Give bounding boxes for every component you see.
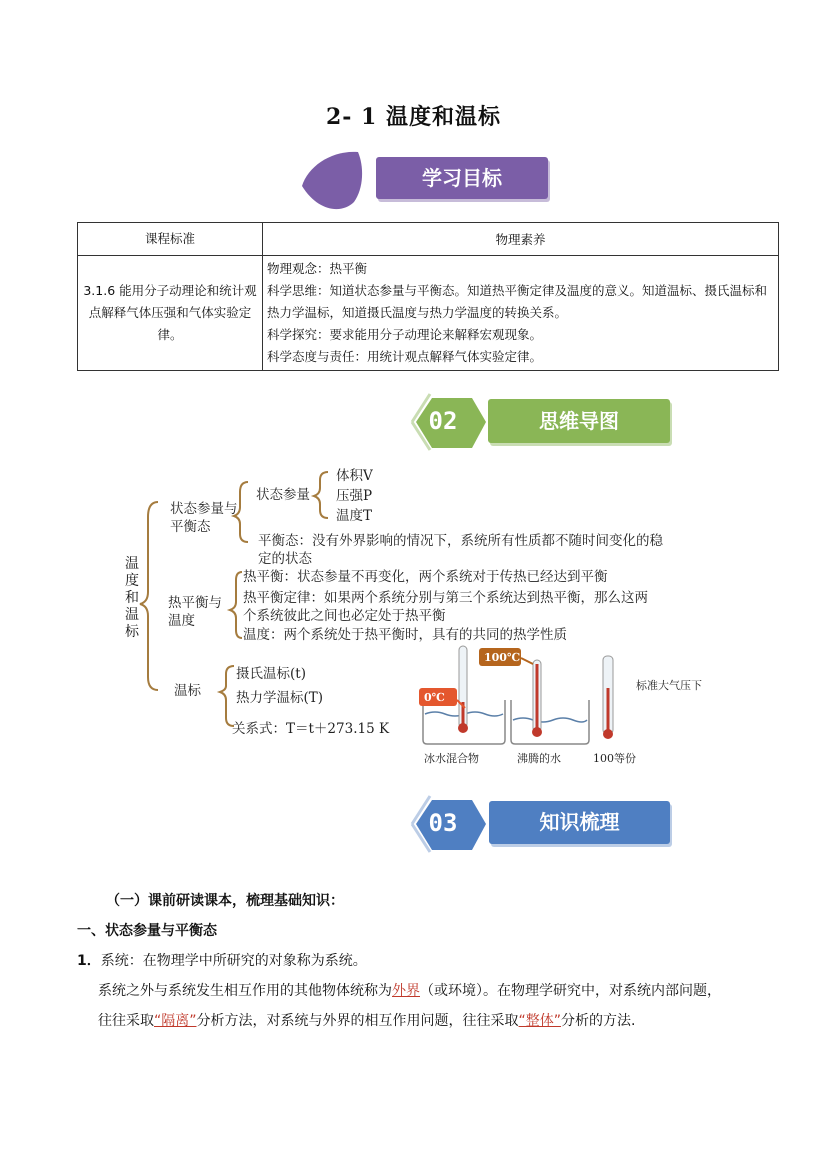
mindmap-banner: 思维导图 — [488, 399, 670, 443]
mindmap-thermal-item: 热平衡：状态参量不再变化，两个系统对于传热已经达到平衡 — [243, 569, 608, 585]
paragraph-2 — [98, 976, 721, 1006]
thermometer-figure — [415, 640, 655, 750]
literacy-line: 科学探究：要求能用分子动理论来解释宏观现象。 — [267, 327, 543, 342]
knowledge-banner: 知识梳理 — [489, 801, 670, 844]
goals-banner: 学习目标 — [376, 157, 548, 199]
text-run: 分析方法，对系统与外界的相互作用问题，往往采取 — [196, 1013, 519, 1029]
item-text: 系统：在物理学中所研究的对象称为系统。 — [100, 953, 367, 969]
table-header-literacy: 物理素养 — [263, 223, 779, 256]
highlight-isolation: “隔离” — [154, 1013, 197, 1029]
mindmap-root: 温度和温标 — [125, 556, 139, 640]
page-title: 2- 1 温度和温标 — [325, 104, 502, 130]
ice-water-label: 冰水混合物 — [424, 752, 479, 765]
text-run: 系统之外与系统发生相互作用的其他物体统称为 — [98, 983, 392, 999]
standard-cell: 3.1.6 能用分子动理论和统计观点解释气体压强和气体实验定律。 — [78, 256, 263, 371]
mindmap-state-balance: 状态参量与平衡态 — [170, 501, 238, 535]
mindmap-equilibrium: 平衡态：没有外界影响的情况下，系统所有性质都不随时间变化的稳 — [258, 533, 663, 549]
knowledge-number: 03 — [428, 809, 458, 837]
hundred-degree-label: 100℃ — [484, 651, 521, 664]
section-intro: （一）课前研读课本，梳理基础知识： — [106, 893, 344, 909]
text-run: 往往采取 — [98, 1013, 154, 1029]
table-row — [78, 256, 779, 371]
highlight-whole: “整体” — [518, 1013, 562, 1029]
literacy-line: 科学思维：知道状态参量与平衡态。知道热平衡定律及温度的意义。知道温标、摄氏温标和热力学温标，知道摄氏温度与热力学温度的转换关系。 — [267, 283, 768, 320]
mindmap-param: 体积V — [336, 468, 373, 484]
text-run: （或环境）。在物理学研究中，对系统内部问题， — [420, 983, 721, 999]
zero-degree-label: 0℃ — [424, 691, 445, 704]
paragraph-3 — [98, 1006, 635, 1036]
mindmap-scale: 温标 — [174, 683, 201, 699]
mindmap-equilibrium: 定的状态 — [258, 551, 312, 567]
item-1 — [77, 946, 367, 976]
table-header-row — [78, 223, 779, 256]
mindmap-thermal-item: 温度：两个系统处于热平衡时，具有的共同的热学性质 — [243, 627, 567, 643]
table-header-standard: 课程标准 — [78, 223, 263, 256]
literacy-cell — [263, 256, 779, 371]
heading-1: 一、状态参量与平衡态 — [77, 923, 217, 939]
text-run: 分析的方法. — [561, 1013, 636, 1029]
item-number: 1． — [77, 953, 101, 969]
literacy-line: 科学态度与责任：用统计观点解释气体实验定律。 — [267, 349, 543, 364]
mindmap-param: 压强P — [336, 488, 373, 504]
hundred-parts-label: 100等份 — [593, 752, 636, 765]
goals-badge — [298, 148, 368, 214]
mindmap-thermal-item: 个系统彼此之间也必定处于热平衡 — [243, 608, 446, 624]
mindmap-thermal-item: 热平衡定律：如果两个系统分别与第三个系统达到热平衡，那么这两 — [243, 590, 648, 606]
mindmap-scale-item: 摄氏温标(t) — [236, 666, 306, 682]
pressure-label: 标准大气压下 — [636, 679, 702, 692]
mindmap-param: 温度T — [336, 508, 373, 524]
standards-table — [77, 222, 779, 371]
mindmap-scale-item: 热力学温标(T) — [236, 690, 324, 706]
boiling-water-label: 沸腾的水 — [517, 752, 561, 765]
highlight-outside: 外界 — [392, 983, 420, 999]
mindmap-thermal: 热平衡与温度 — [168, 595, 222, 629]
mindmap-state-params: 状态参量 — [256, 487, 310, 503]
mindmap-scale-item: 关系式：T＝t＋273.15 K — [232, 721, 390, 737]
literacy-line: 物理观念：热平衡 — [267, 261, 368, 276]
mindmap-number: 02 — [428, 407, 458, 435]
